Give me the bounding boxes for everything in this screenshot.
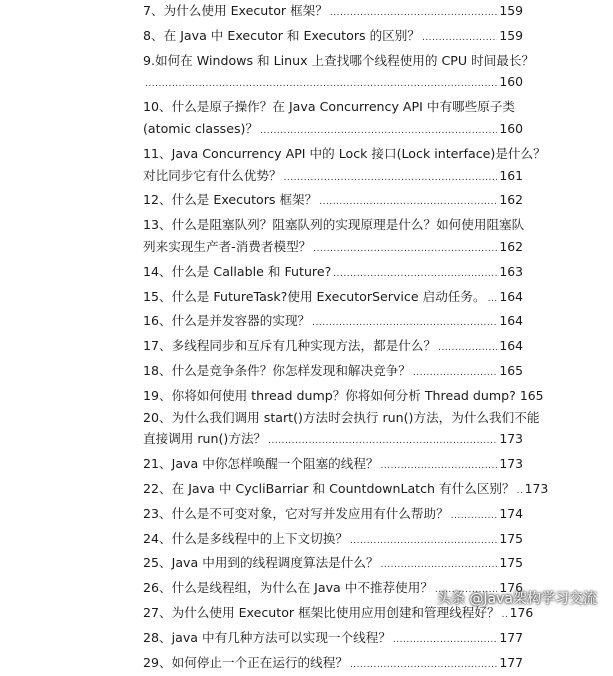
leader-dots [312,313,497,335]
page-number: 173 [524,480,549,496]
toc-entry-title-line: 11、Java Concurrency API 中的 Lock 接口(Lock interface)是什么？ [143,145,546,161]
toc-entry-title: 列来实现生产者-消费者模型？ [143,238,312,254]
page-number: 160 [499,120,523,136]
toc-entry-title: 14、什么是 Callable 和 Future? [143,263,332,279]
toc-entry-title: 23、什么是不可变对象，它对写并发应用有什么帮助？ [143,505,449,521]
toc-entry[interactable] [143,360,523,385]
toc-entry-title: 7、为什么使用 Executor 框架？ [143,3,328,18]
toc-entry[interactable] [143,478,549,503]
leader-dots [333,264,497,286]
toc-entry[interactable] [143,627,523,652]
leader-dots [488,289,498,311]
toc-entry[interactable] [143,552,523,577]
leader-dots [260,121,497,143]
page-number: 159 [499,27,523,43]
leader-dots [438,338,497,360]
leader-dots [517,481,523,503]
toc-entry-title: 对比同步它有什么优势？ [143,167,282,183]
page-number: 173 [499,431,523,447]
toc-entry[interactable] [143,96,523,143]
leader-dots [381,456,498,478]
toc-entry-title: 19、你将如何使用 thread dump？你将如何分析 Thread dump? [143,387,516,403]
toc-entry[interactable] [143,286,523,311]
toc-entry[interactable] [143,310,523,335]
toc-entry-title: (atomic classes)？ [143,120,259,136]
toc-entry[interactable] [143,503,523,528]
leader-dots [330,3,497,25]
page-number: 163 [499,263,523,279]
page-number: 165 [519,387,544,403]
toc-entry[interactable] [143,214,523,261]
toc-entry-title: 24、什么是多线程中的上下文切换？ [143,530,348,546]
toc-entry-title: 直接调用 run()方法？ [143,431,267,447]
page-number: 176 [509,604,534,620]
toc-entry[interactable] [143,652,523,676]
toc-entry[interactable] [143,261,523,286]
leader-dots [268,431,497,453]
page-number: 164 [499,288,523,304]
toc-entry-title: 12、什么是 Executors 框架？ [143,192,318,208]
toc-entry[interactable] [143,453,523,478]
leader-dots [145,74,497,96]
toc-entry[interactable] [143,528,523,553]
toc-entry-title: 8、在 Java 中 Executor 和 Executors 的区别？ [143,27,420,43]
toc-entry-title: 29、如何停止一个正在运行的线程？ [143,654,348,670]
page-number: 174 [499,505,523,521]
page-number: 162 [499,192,523,208]
toc-entry-title: 15、什么是 FutureTask?使用 ExecutorService 启动任务。 [143,288,486,304]
page-number: 162 [499,238,523,254]
toc-entry-title-line: 9.如何在 Windows 和 Linux 上查找哪个线程使用的 CPU 时间最长？ [143,52,535,68]
page-number: 177 [499,629,523,645]
toc-entry[interactable] [143,385,544,407]
leader-dots [350,531,497,553]
table-of-contents [143,0,549,676]
page-number: 159 [499,3,523,18]
leader-dots [319,192,497,214]
toc-entry-title: 21、Java 中你怎样唤醒一个阻塞的线程？ [143,456,379,472]
leader-dots [413,363,497,385]
toc-entry-title: 18、什么是竞争条件？你怎样发现和解决竞争？ [143,362,411,378]
toc-entry-title: 25、Java 中用到的线程调度算法是什么？ [143,555,379,571]
leader-dots [381,555,498,577]
page-number: 161 [499,167,523,183]
page-number: 164 [499,338,523,354]
toc-entry-title: 22、在 Java 中 CycliBarriar 和 CountdownLatch 有什么区别？ [143,480,515,496]
page-number: 176 [499,580,523,596]
toc-entry-title-line: 13、什么是阻塞队列？阻塞队列的实现原理是什么？如何使用阻塞队 [143,217,525,233]
toc-entry[interactable] [143,335,523,360]
toc-entry[interactable] [143,189,523,214]
page-number: 175 [499,530,523,546]
page-number: 175 [499,555,523,571]
page-number: 164 [499,313,523,329]
toc-entry[interactable] [143,143,546,190]
page-number: 160 [499,74,523,90]
toc-entry-title: 26、什么是线程组，为什么在 Java 中不推荐使用？ [143,580,433,596]
toc-entry[interactable] [143,407,540,454]
toc-entry[interactable] [143,0,523,25]
page-number: 177 [499,654,523,670]
leader-dots [350,655,497,676]
leader-dots [284,168,498,190]
leader-dots [422,28,497,50]
page-number: 173 [499,456,523,472]
toc-entry[interactable] [143,25,523,50]
toc-entry-title-line: 10、什么是原子操作？在 Java Concurrency API 中有哪些原子类 [143,99,516,115]
toc-entry[interactable] [143,50,535,97]
watermark: 头条 @Java架构学习交流 [436,591,597,607]
toc-entry-title-line: 20、为什么我们调用 start()方法时会执行 run()方法，为什么我们不能 [143,409,540,425]
toc-entry-title: 17、多线程同步和互斥有几种实现方法，都是什么？ [143,338,437,354]
leader-dots [451,506,498,528]
toc-entry-title: 27、为什么使用 Executor 框架比使用应用创建和管理线程好？ [143,604,500,620]
page-number: 165 [499,362,523,378]
toc-entry-title: 16、什么是并发容器的实现？ [143,313,311,329]
leader-dots [393,630,497,652]
toc-entry-title: 28、java 中有几种方法可以实现一个线程？ [143,629,391,645]
leader-dots [313,239,497,261]
